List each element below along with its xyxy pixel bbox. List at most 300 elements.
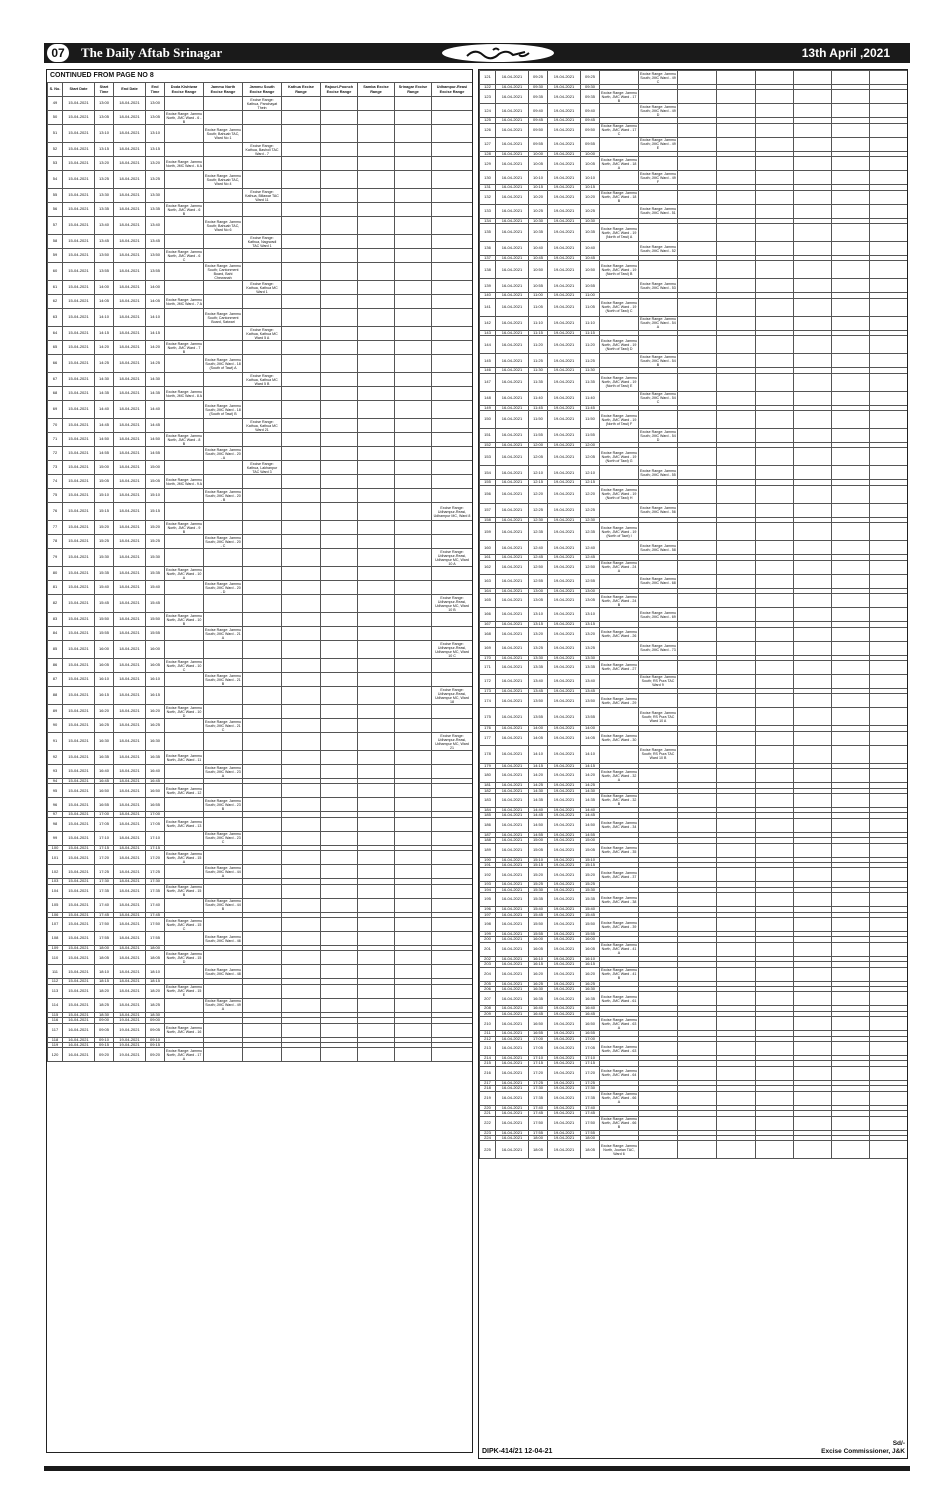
empty-cell (432, 143, 473, 157)
start-time: 11:05 (529, 298, 548, 316)
empty-cell (756, 608, 794, 622)
empty-cell (870, 242, 909, 256)
end-time: 17:25 (581, 1080, 600, 1085)
start-date: 15-04-2021 (63, 751, 95, 765)
start-time: 14:00 (529, 726, 548, 731)
start-time: 15:25 (95, 535, 114, 549)
empty-cell (282, 613, 321, 627)
column-header: Kathua Excise Range (282, 83, 321, 97)
end-time: 13:35 (146, 203, 165, 217)
empty-cell (358, 203, 395, 217)
table-row (480, 708, 909, 726)
end-date: 19-04-2021 (548, 660, 581, 674)
start-time: 16:30 (95, 733, 114, 751)
empty-cell (243, 217, 282, 235)
serial-number: 160 (480, 541, 496, 555)
end-time: 14:35 (146, 387, 165, 401)
end-date: 18-04-2021 (114, 447, 146, 461)
start-date: 15-04-2021 (63, 567, 95, 581)
serial-number: 79 (48, 549, 63, 567)
empty-cell (395, 125, 432, 143)
empty-cell (639, 694, 678, 708)
start-date: 15-04-2021 (63, 784, 95, 798)
end-date: 19-04-2021 (548, 942, 581, 956)
empty-cell (794, 731, 832, 745)
serial-number: 91 (48, 733, 63, 751)
empty-cell (794, 157, 832, 171)
table-row (48, 965, 473, 979)
start-time: 10:30 (529, 218, 548, 223)
empty-cell (678, 336, 717, 354)
empty-cell (243, 998, 282, 1012)
end-date: 19-04-2021 (548, 807, 581, 812)
end-time: 12:15 (581, 480, 600, 485)
empty-cell (678, 354, 717, 368)
empty-cell (678, 279, 717, 293)
end-time: 17:25 (146, 865, 165, 879)
empty-cell (756, 1141, 794, 1159)
empty-cell (870, 893, 909, 907)
start-time: 16:05 (95, 659, 114, 673)
serial-number: 109 (48, 946, 63, 951)
empty-cell (794, 574, 832, 588)
empty-cell (204, 851, 243, 865)
serial-number: 191 (480, 862, 496, 867)
empty-cell (756, 708, 794, 726)
empty-cell (639, 157, 678, 171)
start-date: 16-04-2021 (496, 907, 529, 912)
excise-range-entry: Excise Range: Jammu North, JMC Ward - 10 C (166, 659, 202, 672)
empty-cell (243, 817, 282, 831)
empty-cell (358, 503, 395, 521)
end-time: 14:20 (146, 341, 165, 355)
start-time: 09:30 (529, 85, 548, 90)
empty-cell (870, 745, 909, 763)
end-date: 19-04-2021 (548, 85, 581, 90)
end-date: 19-04-2021 (548, 1011, 581, 1016)
empty-cell (639, 893, 678, 907)
empty-cell (794, 627, 832, 641)
empty-cell (432, 171, 473, 189)
column-header: Start Date (63, 83, 95, 97)
serial-number: 204 (480, 967, 496, 981)
start-date: 15-04-2021 (63, 998, 95, 1012)
end-time: 17:50 (581, 1116, 600, 1130)
serial-number: 121 (480, 71, 496, 85)
end-date: 18-04-2021 (114, 97, 146, 111)
empty-cell (243, 387, 282, 401)
serial-number: 51 (48, 125, 63, 143)
end-date: 19-04-2021 (548, 956, 581, 961)
empty-cell (832, 731, 870, 745)
end-time: 13:35 (581, 660, 600, 674)
end-time: 17:30 (146, 879, 165, 884)
end-time: 17:55 (146, 932, 165, 946)
empty-cell (639, 843, 678, 857)
start-date: 16-04-2021 (496, 224, 529, 242)
start-date: 16-04-2021 (496, 1091, 529, 1105)
start-date: 16-04-2021 (496, 298, 529, 316)
empty-cell (639, 90, 678, 104)
empty-cell (639, 336, 678, 354)
empty-cell (717, 123, 756, 137)
empty-cell (832, 694, 870, 708)
end-time: 10:35 (581, 224, 600, 242)
end-time: 14:15 (581, 763, 600, 768)
empty-cell (870, 560, 909, 574)
empty-cell (395, 309, 432, 327)
end-date: 19-04-2021 (548, 674, 581, 688)
end-date: 18-04-2021 (114, 535, 146, 549)
start-date: 16-04-2021 (496, 818, 529, 832)
start-time: 13:20 (95, 157, 114, 171)
empty-cell (432, 263, 473, 281)
empty-cell (794, 793, 832, 807)
serial-number: 145 (480, 354, 496, 368)
serial-number: 58 (48, 235, 63, 249)
end-time: 14:10 (581, 745, 600, 763)
empty-cell (717, 660, 756, 674)
end-date: 19-04-2021 (548, 1111, 581, 1116)
excise-range-entry: Excise Range: Jammu North, JMC Ward - 6 C (166, 249, 202, 262)
empty-cell (432, 884, 473, 898)
empty-cell (395, 932, 432, 946)
empty-cell (717, 868, 756, 882)
start-date: 16-04-2021 (496, 336, 529, 354)
start-time: 14:30 (95, 373, 114, 387)
empty-cell (832, 137, 870, 151)
empty-cell (678, 731, 717, 745)
excise-range-entry: Excise Range: Jammu North, JMC Ward - 12 (165, 784, 204, 798)
empty-cell (282, 433, 321, 447)
start-date: 16-04-2021 (496, 918, 529, 932)
empty-cell (358, 341, 395, 355)
empty-cell (204, 281, 243, 295)
empty-cell (717, 224, 756, 242)
start-date: 16-04-2021 (496, 967, 529, 981)
empty-cell (794, 190, 832, 204)
serial-number: 223 (480, 1130, 496, 1135)
end-date: 19-04-2021 (548, 608, 581, 622)
end-date: 19-04-2021 (548, 1061, 581, 1066)
start-date: 16-04-2021 (496, 838, 529, 843)
start-time: 13:25 (529, 641, 548, 655)
empty-cell (756, 71, 794, 85)
serial-number: 135 (480, 224, 496, 242)
empty-cell (321, 965, 358, 979)
start-time: 16:35 (95, 751, 114, 765)
empty-cell (678, 1141, 717, 1159)
empty-cell (870, 918, 909, 932)
empty-cell (832, 608, 870, 622)
table-row (480, 336, 909, 354)
table-row (48, 932, 473, 946)
start-date: 16-04-2021 (496, 622, 529, 627)
end-time: 12:05 (581, 448, 600, 466)
start-time: 16:35 (529, 992, 548, 1006)
empty-cell (832, 485, 870, 503)
serial-number: 141 (480, 298, 496, 316)
empty-cell (870, 523, 909, 541)
start-date: 16-04-2021 (63, 1023, 95, 1037)
empty-cell (432, 327, 473, 341)
end-time: 12:30 (581, 517, 600, 522)
excise-range-entry: Excise Range: Jammu South; JMC Ward - 20 - C (205, 535, 241, 548)
start-time: 09:05 (95, 1023, 114, 1037)
serial-number: 110 (48, 951, 63, 965)
empty-cell (165, 125, 204, 143)
continued-note: CONTINUED FROM PAGE NO 8 (50, 72, 154, 79)
end-date: 18-04-2021 (114, 125, 146, 143)
empty-cell (756, 123, 794, 137)
empty-cell (678, 1091, 717, 1105)
empty-cell (717, 942, 756, 956)
serial-number: 59 (48, 249, 63, 263)
serial-number: 179 (480, 763, 496, 768)
start-time: 14:30 (529, 788, 548, 793)
issue-date: 13th April ,2021 (801, 46, 890, 60)
end-time: 10:15 (581, 185, 600, 190)
empty-cell (165, 171, 204, 189)
start-time: 13:00 (529, 588, 548, 593)
end-date: 19-04-2021 (548, 862, 581, 867)
empty-cell (678, 608, 717, 622)
empty-cell (432, 613, 473, 627)
empty-cell (358, 965, 395, 979)
empty-cell (639, 1017, 678, 1031)
end-time: 09:25 (581, 71, 600, 85)
serial-number: 205 (480, 981, 496, 986)
empty-cell (321, 581, 358, 595)
excise-range-entry: Excise Range: Jammu North, JMC Ward - 66 B (601, 1117, 637, 1129)
empty-cell (204, 143, 243, 157)
serial-number: 156 (480, 485, 496, 503)
end-date: 18-04-2021 (114, 812, 146, 817)
excise-range-entry: Excise Range: Jammu North, JMC Ward - 61 (600, 992, 639, 1006)
end-date: 19-04-2021 (548, 1135, 581, 1140)
empty-cell (432, 235, 473, 249)
start-time: 13:25 (95, 171, 114, 189)
start-time: 13:05 (529, 594, 548, 608)
empty-cell (395, 143, 432, 157)
serial-number: 125 (480, 118, 496, 123)
signature-block (821, 1440, 905, 1456)
end-time: 10:55 (581, 279, 600, 293)
masthead (44, 43, 910, 63)
table-row (480, 843, 909, 857)
empty-cell (678, 503, 717, 517)
end-time: 13:05 (581, 594, 600, 608)
empty-cell (282, 831, 321, 845)
page-number-badge: 07 (47, 44, 69, 62)
empty-cell (600, 674, 639, 688)
start-date: 16-04-2021 (496, 793, 529, 807)
empty-cell (282, 461, 321, 475)
start-date: 15-04-2021 (63, 433, 95, 447)
empty-cell (165, 217, 204, 235)
empty-cell (717, 574, 756, 588)
serial-number: 194 (480, 887, 496, 892)
excise-range-entry: Excise Range: Jammu South; JMC Ward - 21 B (205, 673, 241, 686)
start-time: 15:40 (95, 581, 114, 595)
excise-range-entry: Excise Range: Jammu South; JMC Ward - 44 B (205, 899, 241, 912)
end-time: 14:05 (146, 295, 165, 309)
serial-number: 86 (48, 659, 63, 673)
excise-range-entry: Excise Range: Jammu North, JMC Ward - 19 (North of Tawi) D (600, 336, 639, 354)
start-date: 16-04-2021 (496, 560, 529, 574)
empty-cell (204, 189, 243, 203)
excise-range-entry: Excise Range: Kathua, Basholi TAC Ward - 7 (243, 143, 282, 157)
start-date: 16-04-2021 (496, 788, 529, 793)
end-date: 19-04-2021 (548, 912, 581, 917)
excise-range-entry: Excise Range: Jammu North, JMC Ward - 15 B (166, 885, 202, 898)
serial-number: 164 (480, 588, 496, 593)
end-date: 19-04-2021 (548, 1086, 581, 1091)
empty-cell (282, 125, 321, 143)
column-header: Rajouri-Poonch Excise Range (321, 83, 358, 97)
start-date: 15-04-2021 (63, 475, 95, 489)
serial-number: 173 (480, 688, 496, 693)
empty-cell (678, 373, 717, 391)
start-time: 17:00 (95, 812, 114, 817)
start-time: 12:15 (529, 480, 548, 485)
serial-number: 108 (48, 932, 63, 946)
start-date: 15-04-2021 (63, 309, 95, 327)
empty-cell (639, 1116, 678, 1130)
start-time: 11:25 (529, 354, 548, 368)
empty-cell (639, 793, 678, 807)
empty-cell (321, 433, 358, 447)
end-date: 19-04-2021 (548, 655, 581, 660)
start-date: 15-04-2021 (63, 401, 95, 419)
empty-cell (204, 475, 243, 489)
empty-cell (870, 660, 909, 674)
end-date: 19-04-2021 (548, 218, 581, 223)
start-time: 12:00 (529, 443, 548, 448)
empty-cell (717, 485, 756, 503)
serial-number: 195 (480, 893, 496, 907)
empty-cell (243, 355, 282, 373)
empty-cell (395, 918, 432, 932)
empty-cell (717, 843, 756, 857)
start-time: 14:55 (95, 447, 114, 461)
end-date: 19-04-2021 (548, 813, 581, 818)
start-date: 15-04-2021 (63, 798, 95, 812)
start-date: 15-04-2021 (63, 189, 95, 203)
empty-cell (358, 898, 395, 912)
start-date: 15-04-2021 (63, 898, 95, 912)
start-date: 15-04-2021 (63, 157, 95, 171)
empty-cell (243, 898, 282, 912)
serial-number: 224 (480, 1135, 496, 1140)
empty-cell (395, 387, 432, 401)
table-row (480, 769, 909, 783)
table-row (48, 705, 473, 719)
end-time: 16:35 (581, 992, 600, 1006)
start-date: 15-04-2021 (63, 918, 95, 932)
end-date: 19-04-2021 (548, 726, 581, 731)
empty-cell (600, 503, 639, 517)
start-date: 16-04-2021 (496, 466, 529, 480)
start-date: 15-04-2021 (63, 613, 95, 627)
empty-cell (756, 574, 794, 588)
serial-number: 134 (480, 218, 496, 223)
excise-range-entry: Excise Range: Jammu North, JMC Ward - 18 B (601, 191, 637, 204)
empty-cell (756, 373, 794, 391)
serial-number: 207 (480, 992, 496, 1006)
table-row (48, 641, 473, 659)
empty-cell (358, 217, 395, 235)
empty-cell (165, 489, 204, 503)
end-date: 18-04-2021 (114, 387, 146, 401)
start-date: 16-04-2021 (496, 523, 529, 541)
start-time: 14:10 (529, 745, 548, 763)
start-date: 16-04-2021 (496, 171, 529, 185)
start-time: 15:00 (529, 838, 548, 843)
end-time: 10:10 (581, 171, 600, 185)
end-date: 19-04-2021 (548, 171, 581, 185)
start-time: 12:10 (529, 466, 548, 480)
empty-cell (794, 694, 832, 708)
empty-cell (832, 279, 870, 293)
empty-cell (870, 843, 909, 857)
empty-cell (832, 354, 870, 368)
empty-cell (358, 97, 395, 111)
serial-number: 115 (48, 1012, 63, 1017)
empty-cell (639, 261, 678, 279)
excise-range-entry: Excise Range: Jammu South; RS Pura TAC Ward 10 A (639, 708, 678, 726)
empty-cell (243, 659, 282, 673)
serial-number: 85 (48, 641, 63, 659)
excise-range-entry: Excise Range: Jammu North, JMC Ward - 10 D (166, 705, 202, 718)
empty-cell (395, 673, 432, 687)
empty-cell (321, 659, 358, 673)
end-date: 18-04-2021 (114, 217, 146, 235)
start-date: 15-04-2021 (63, 341, 95, 355)
end-time: 13:50 (146, 249, 165, 263)
start-time: 16:50 (95, 784, 114, 798)
end-time: 16:40 (581, 1006, 600, 1011)
serial-number: 202 (480, 956, 496, 961)
end-date: 19-04-2021 (548, 541, 581, 555)
end-date: 19-04-2021 (548, 1036, 581, 1041)
empty-cell (395, 447, 432, 461)
table-row (480, 279, 909, 293)
end-date: 19-04-2021 (548, 336, 581, 354)
excise-range-entry: Excise Range: Jammu North, JMC Ward - 19 (North of Tawi) G (600, 448, 639, 466)
table-row (480, 594, 909, 608)
empty-cell (358, 627, 395, 641)
start-time: 13:15 (529, 622, 548, 627)
empty-cell (204, 705, 243, 719)
empty-cell (432, 281, 473, 295)
table-row (48, 157, 473, 171)
start-date: 15-04-2021 (63, 627, 95, 641)
end-time: 12:40 (581, 541, 600, 555)
end-date: 18-04-2021 (114, 984, 146, 998)
empty-cell (432, 765, 473, 779)
end-time: 15:40 (581, 907, 600, 912)
empty-cell (794, 316, 832, 330)
empty-cell (432, 1023, 473, 1037)
serial-number: 136 (480, 242, 496, 256)
empty-cell (358, 641, 395, 659)
excise-range-entry: Excise Range: Jammu North, JMC Ward - 19 (North of Tawi) B (600, 261, 639, 279)
end-date: 18-04-2021 (114, 157, 146, 171)
empty-cell (204, 687, 243, 705)
empty-cell (395, 719, 432, 733)
serial-number: 165 (480, 594, 496, 608)
